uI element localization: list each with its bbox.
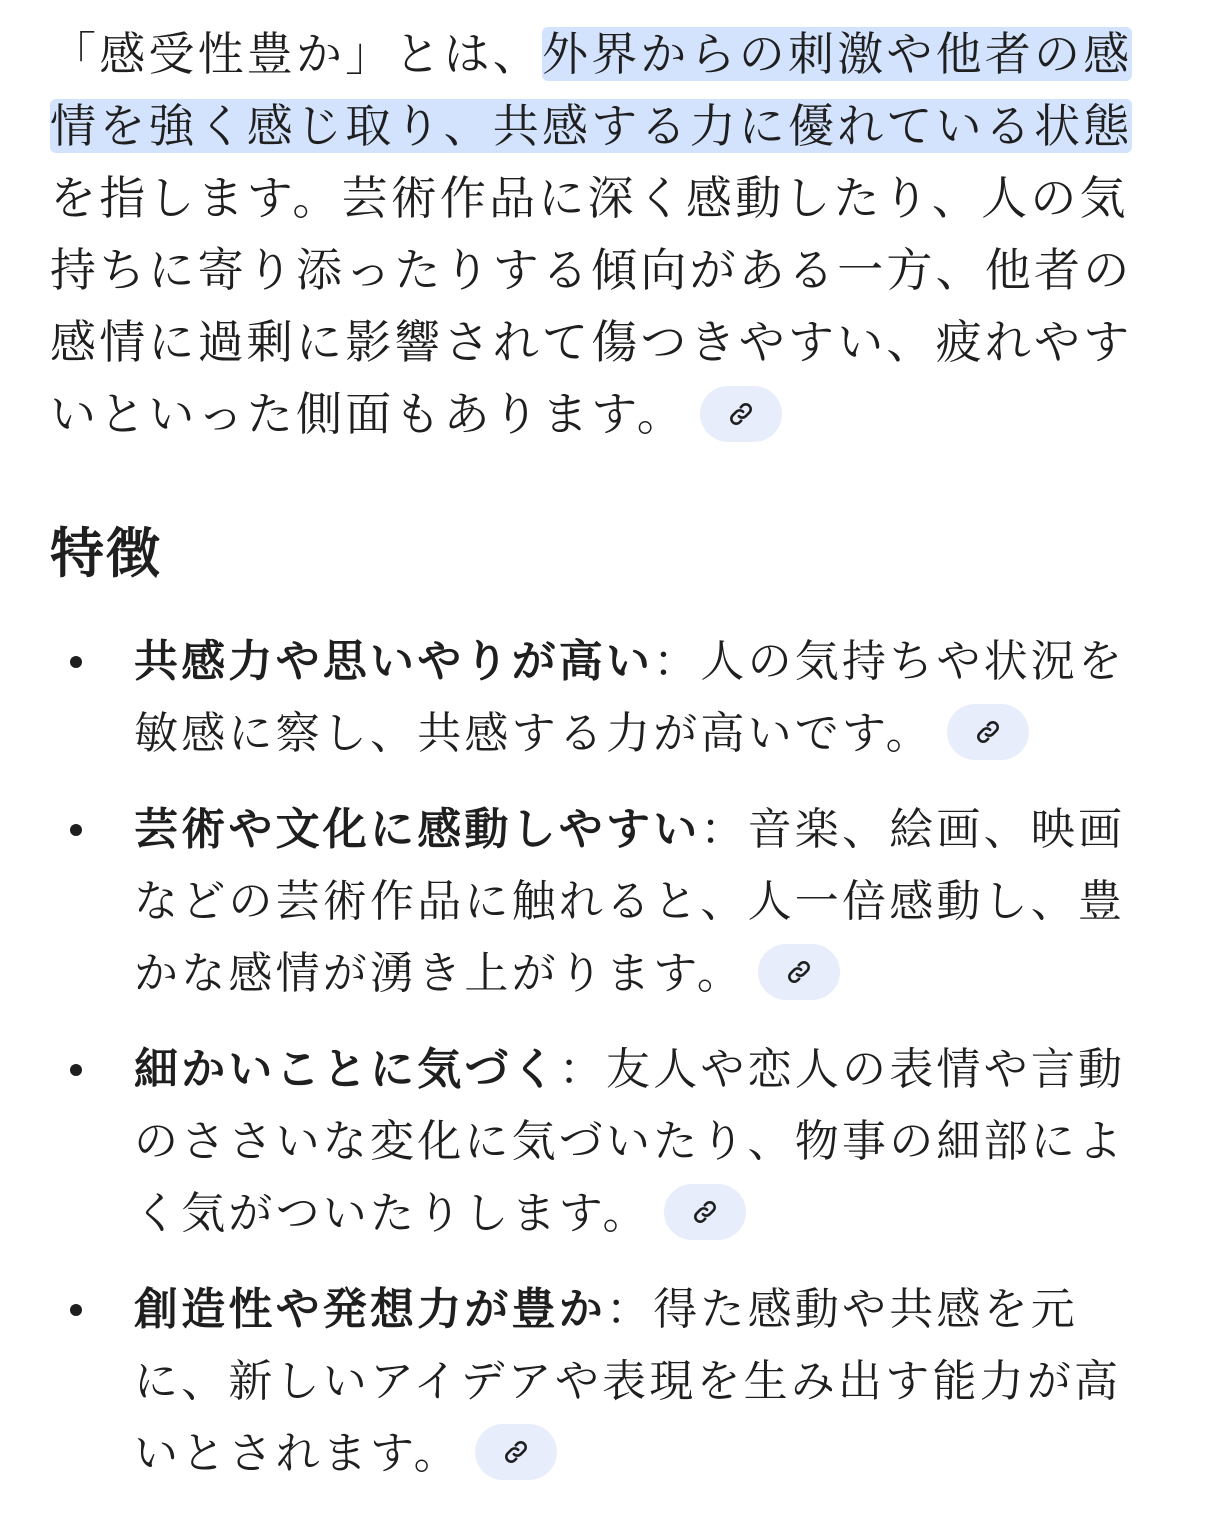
feature-separator: ： [653,636,701,687]
section-heading: 特徴 [50,522,162,585]
source-link-chip[interactable] [664,1184,746,1240]
source-link-chip[interactable] [758,944,840,1000]
feature-term: 細かいことに気づく [134,1044,559,1095]
list-item [50,1034,1156,1250]
link-icon [692,1199,718,1225]
bullet-icon [70,656,82,668]
feature-separator: ： [700,804,748,855]
intro-text-after: を指します。芸術作品に深く感動したり、人の気持ちに寄り添ったりする傾向がある一方、他者の感情に過剰に影響されて傷つきやすい、疲れやすいといった側面もあります。 [50,171,1133,441]
feature-description: 音楽、絵画、映画などの芸術作品に触れると、人一倍感動し、豊かな感情が湧き上がります。 [134,804,1126,999]
feature-term: 共感力や思いやりが高い [134,636,654,687]
intro-paragraph [50,18,1156,450]
link-icon [786,959,812,985]
intro-text-before: 「感受性豊か」とは、 [50,27,542,81]
source-link-chip[interactable] [947,704,1029,760]
feature-description: 友人や恋人の表情や言動のささいな変化に気づいたり、物事の細部によく気がついたりします。 [134,1044,1126,1239]
highlighted-text[interactable]: 外界からの刺激や他者の感情を強く感じ取り、共感する力に優れている状態 [50,27,1133,153]
feature-separator: ： [606,1284,654,1335]
feature-term: 創造性や発想力が豊か [134,1284,606,1335]
bullet-icon [70,1064,82,1076]
link-icon [503,1439,529,1465]
list-item [50,626,1156,770]
bullet-icon [70,1304,82,1316]
feature-separator: ： [558,1044,607,1095]
feature-term: 芸術や文化に感動しやすい [134,804,701,855]
features-list [50,626,1156,1490]
link-icon [975,719,1001,745]
feature-description: 人の気持ちや状況を敏感に察し、共感する力が高いです。 [134,636,1126,759]
bullet-icon [70,824,82,836]
source-link-chip[interactable] [700,386,782,442]
link-icon [728,401,754,427]
source-link-chip[interactable] [475,1424,557,1480]
list-item [50,794,1156,1010]
feature-description: 得た感動や共感を元に、新しいアイデアや表現を生み出す能力が高いとされます。 [134,1284,1122,1479]
list-item [50,1274,1156,1490]
